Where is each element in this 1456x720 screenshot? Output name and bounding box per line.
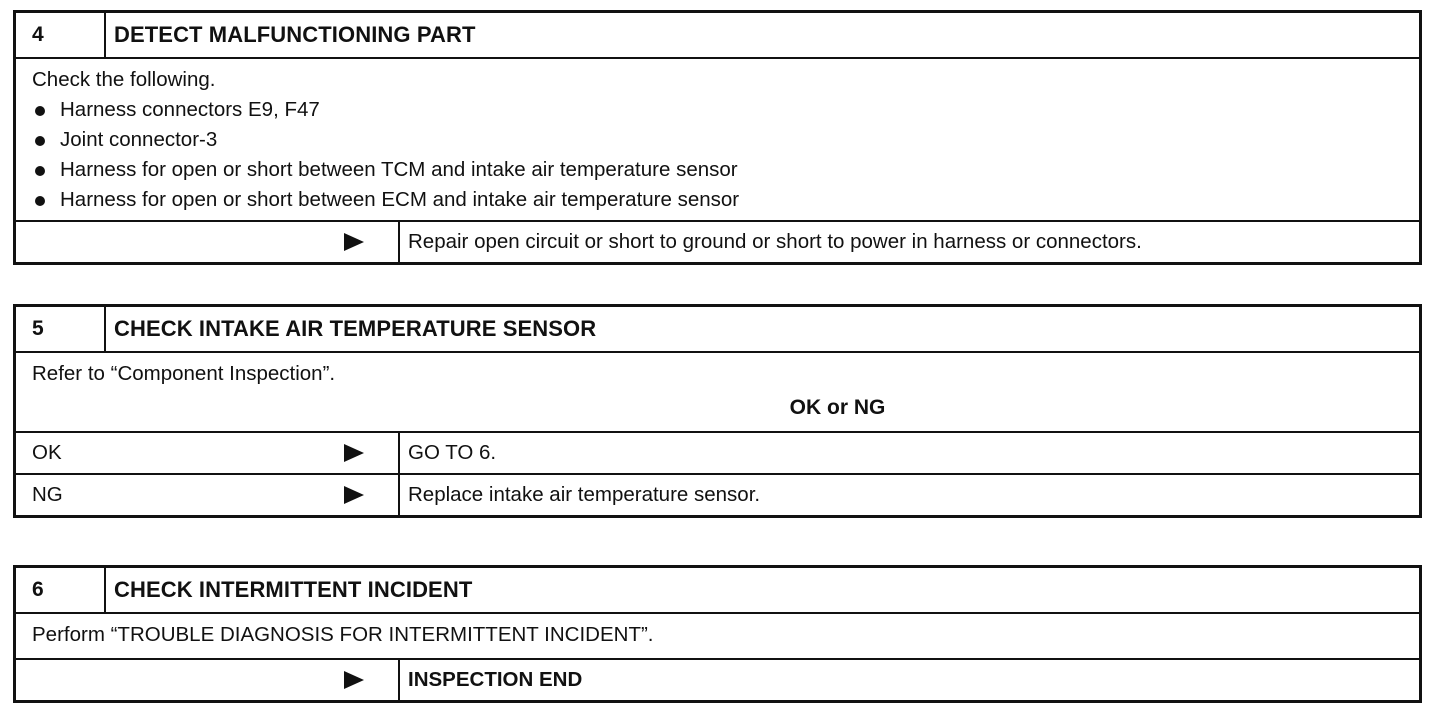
step-number: 5 bbox=[16, 307, 106, 351]
step-6-box bbox=[13, 565, 1422, 703]
result-row bbox=[16, 658, 1419, 700]
arrow-right-icon bbox=[344, 233, 364, 251]
step-title: DETECT MALFUNCTIONING PART bbox=[114, 22, 476, 47]
step-number: 4 bbox=[16, 13, 106, 57]
result-condition-label: NG bbox=[32, 483, 63, 506]
step-intro: Perform “TROUBLE DIAGNOSIS FOR INTERMITTENT INCIDENT”. bbox=[32, 623, 654, 646]
arrow-right-icon bbox=[344, 444, 364, 462]
step-header bbox=[16, 568, 1419, 612]
check-list-item: Harness for open or short between ECM and intake air temperature sensor bbox=[32, 185, 1403, 215]
check-list-item: Harness connectors E9, F47 bbox=[32, 95, 1403, 125]
result-row-ok bbox=[16, 431, 1419, 473]
ok-or-ng-label: OK or NG bbox=[789, 396, 886, 419]
step-title: CHECK INTAKE AIR TEMPERATURE SENSOR bbox=[114, 316, 597, 341]
result-action: GO TO 6. bbox=[408, 441, 497, 464]
step-body bbox=[16, 612, 1419, 658]
result-action: Replace intake air temperature sensor. bbox=[408, 483, 761, 506]
result-condition bbox=[16, 433, 400, 473]
result-action: Repair open circuit or short to ground or short to power in harness or connectors. bbox=[408, 230, 1142, 253]
step-4-box bbox=[13, 10, 1422, 265]
result-condition bbox=[16, 475, 400, 515]
step-title: CHECK INTERMITTENT INCIDENT bbox=[114, 577, 473, 602]
result-condition-label: OK bbox=[32, 441, 62, 464]
result-row-ng bbox=[16, 473, 1419, 515]
step-body bbox=[16, 351, 1419, 431]
result-condition bbox=[16, 660, 400, 700]
check-list-item: Joint connector-3 bbox=[32, 125, 1403, 155]
step-body bbox=[16, 57, 1419, 220]
step-5-box bbox=[13, 304, 1422, 518]
check-list-item: Harness for open or short between TCM and intake air temperature sensor bbox=[32, 155, 1403, 185]
step-intro: Refer to “Component Inspection”. bbox=[32, 362, 336, 385]
step-intro: Check the following. bbox=[32, 68, 216, 91]
result-condition bbox=[16, 222, 400, 262]
check-list bbox=[32, 95, 1403, 215]
step-header bbox=[16, 307, 1419, 351]
arrow-right-icon bbox=[344, 486, 364, 504]
arrow-right-icon bbox=[344, 671, 364, 689]
result-row bbox=[16, 220, 1419, 262]
step-number: 6 bbox=[16, 568, 106, 612]
result-action: INSPECTION END bbox=[408, 668, 583, 691]
step-header bbox=[16, 13, 1419, 57]
